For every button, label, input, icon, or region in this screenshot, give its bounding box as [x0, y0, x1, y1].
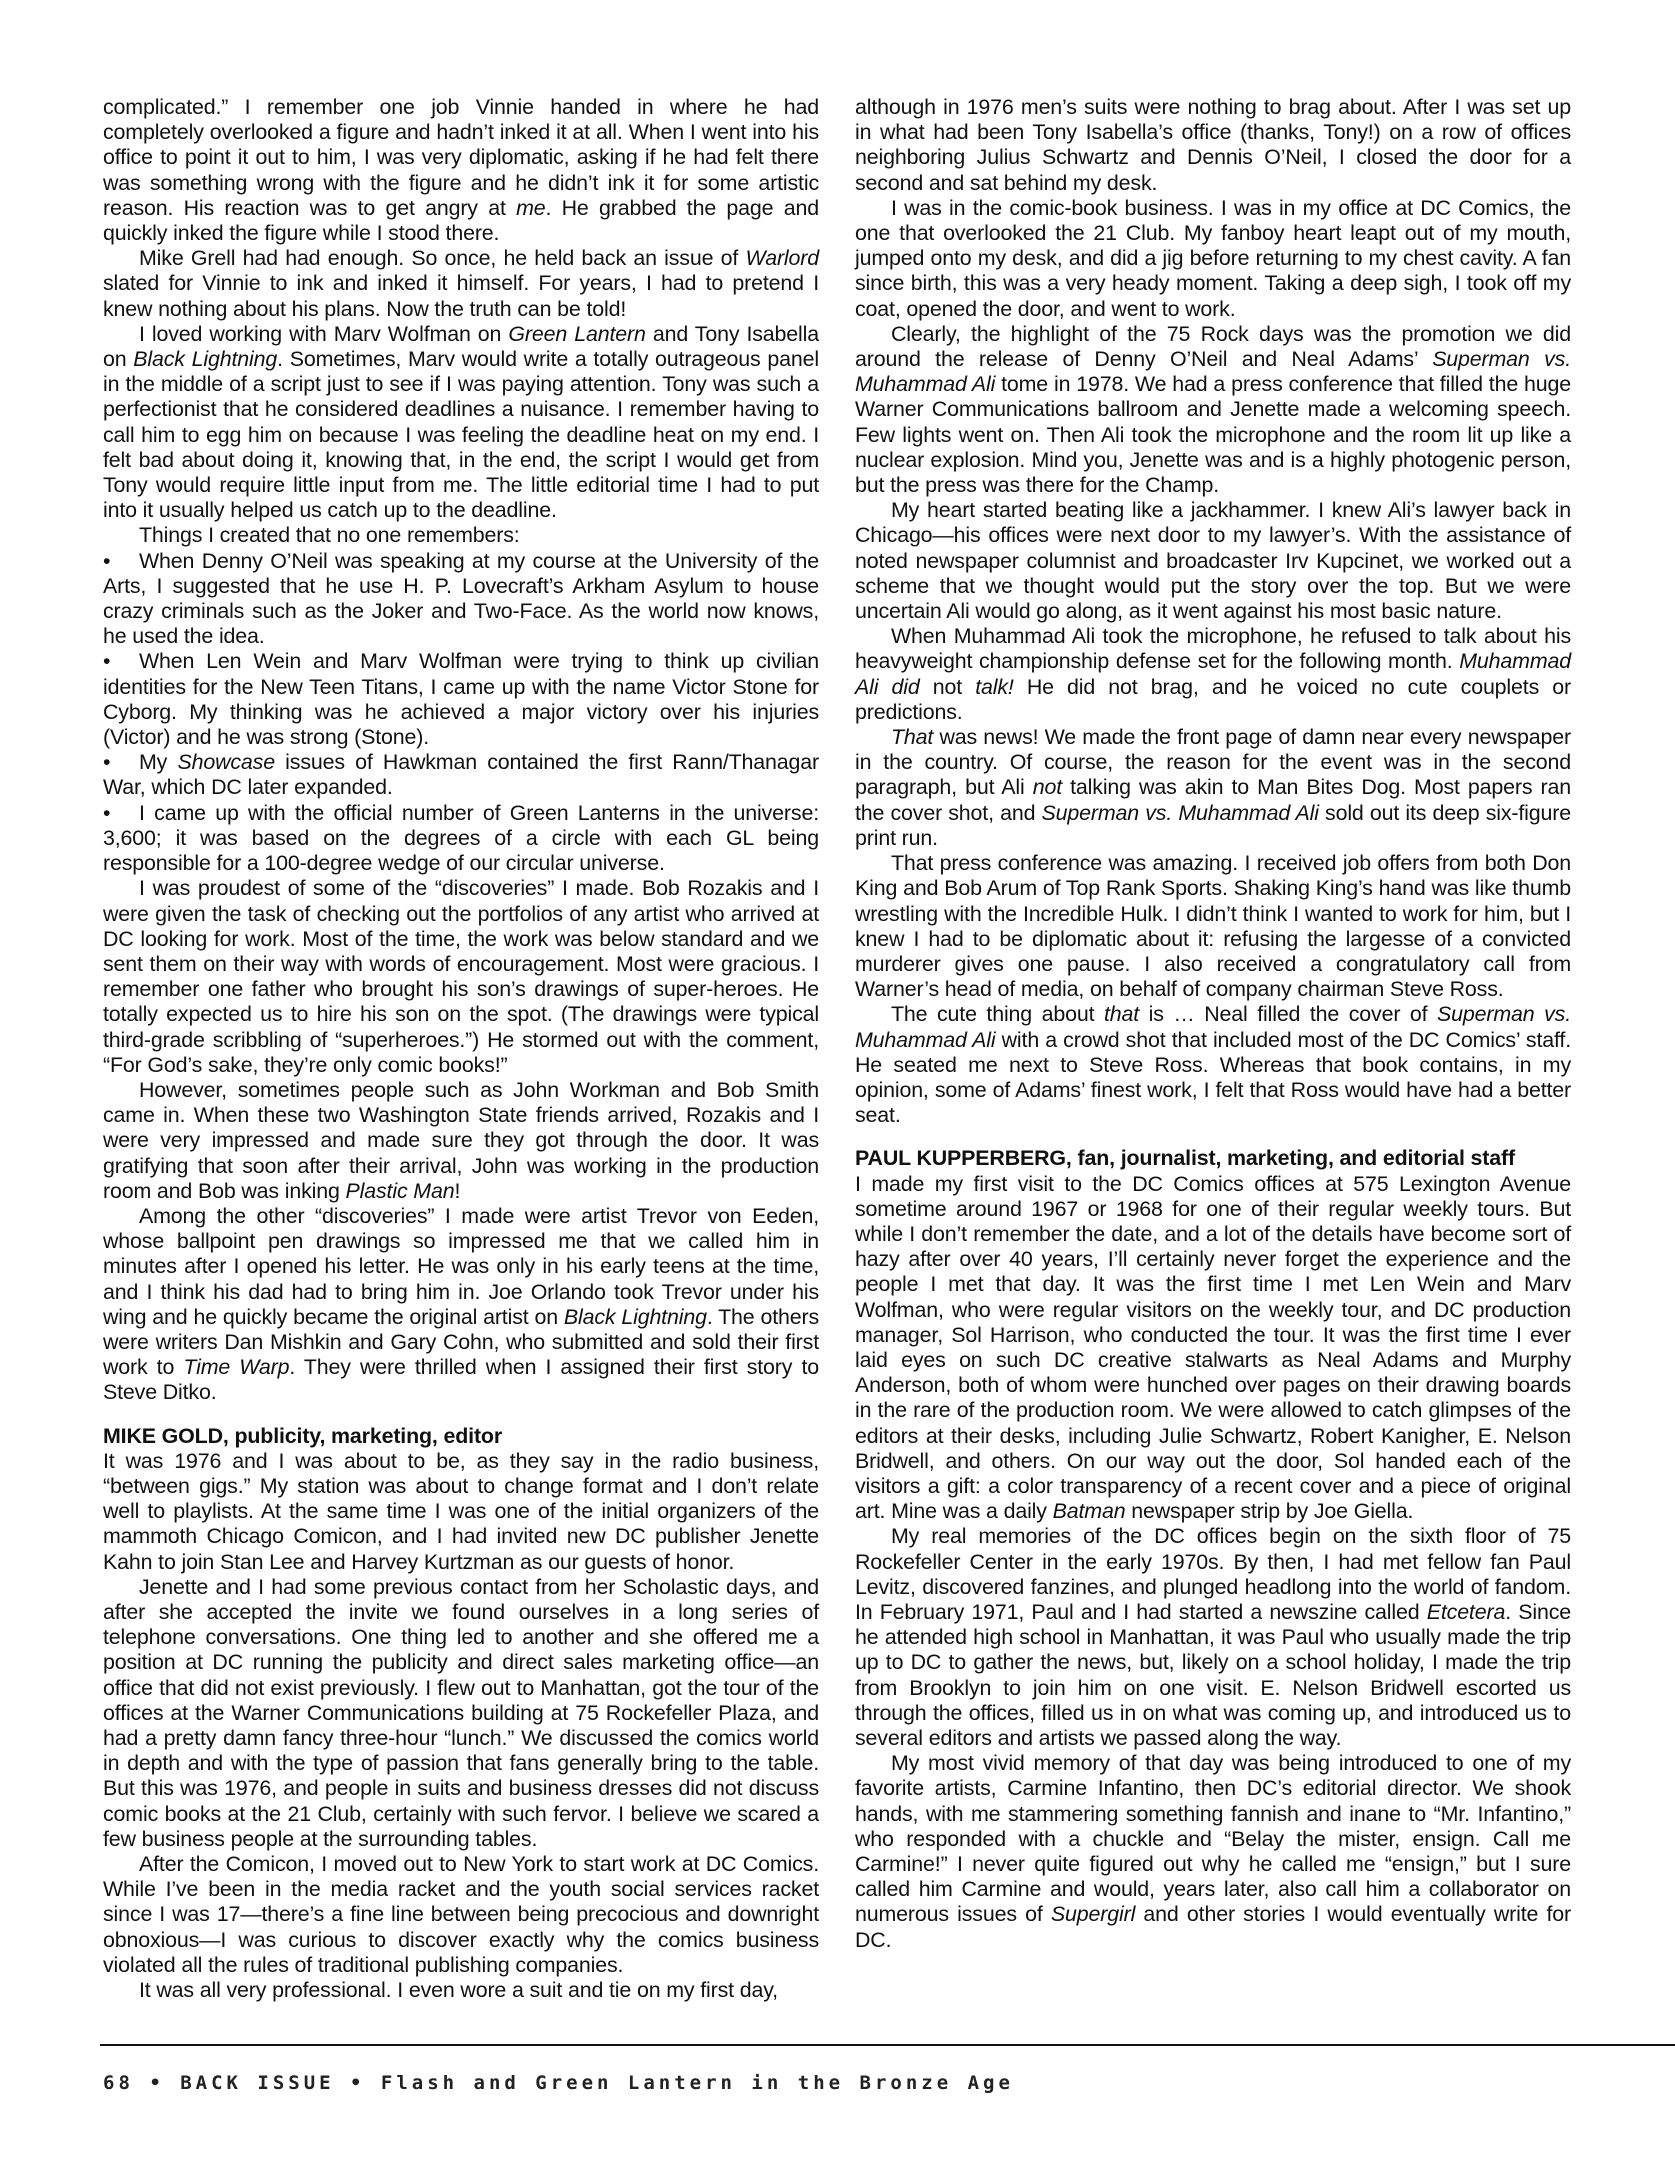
paragraph: When Muhammad Ali took the microphone, he refused to talk about his heavyweight championship defense set for the following month. Muhammad Ali did not talk! He did not brag, and he voiced no cute couplets or predictions.	[855, 624, 1571, 724]
paragraph: I made my first visit to the DC Comics offices at 575 Lexington Avenue sometime around 1967 or 1968 for one of their regular weekly tours. But while I don’t remember the date, and a lot of the details have become sort of hazy after over 40 years, I’ll certainly never forget the experience and the people I met that day. It was the first time I met Len Wein and Marv Wolfman, who were regular visitors on the weekly tour, and DC production manager, Sol Harrison, who conducted the tour. It was the first time I ever laid eyes on such DC creative stalwarts as Neal Adams and Murphy Anderson, both of whom were hunched over pages on their drawing boards in the rare of the production room. We were allowed to catch glimpses of the editors at their desks, including Julie Schwartz, Robert Kanigher, E. Nelson Bridwell, and others. On our way out the door, Sol handed each of the visitors a gift: a color transparency of a recent cover and a piece of original art. Mine was a daily Batman newspaper strip by Joe Giella.	[855, 1171, 1571, 1524]
section-heading-paul-kupperberg: PAUL KUPPERBERG, fan, journalist, marketing, and editorial staff	[855, 1146, 1515, 1171]
paragraph: Mike Grell had had enough. So once, he held back an issue of Warlord slated for Vinnie to ink and inked it himself. For years, I had to pretend I knew nothing about his plans. Now the truth can be told!	[103, 246, 819, 321]
left-column	[103, 95, 819, 2003]
bullet-mark: •	[103, 800, 111, 825]
paragraph: I loved working with Marv Wolfman on Green Lantern and Tony Isabella on Black Lightning. Sometimes, Marv would write a totally outrageous panel in the middle of a script just to see if I was paying attention. Tony was such a perfectionist that he considered deadlines a nuisance. I remember having to call him to egg him on because I was feeling the deadline heat on my end. I felt bad about doing it, knowing that, in the end, the script I would get from Tony would require little input from me. The little editorial time I had to put into it usually helped us catch up to the deadline.	[103, 321, 819, 523]
paragraph: The cute thing about that is … Neal filled the cover of Superman vs. Muhammad Ali with a crowd shot that included most of the DC Comics’ staff. He seated me next to Steve Ross. Whereas that book contains, in my opinion, some of Adams’ finest work, I felt that Ross would have had a better seat.	[855, 1002, 1571, 1128]
paragraph: I was in the comic-book business. I was in my office at DC Comics, the one that overlooked the 21 Club. My fanboy heart leapt out of my mouth, jumped onto my desk, and did a jig before returning to my chest cavity. A fan since birth, this was a very heady moment. Taking a deep sigh, I took off my coat, opened the door, and went to work.	[855, 195, 1571, 321]
bullet-item: • When Denny O’Neil was speaking at my course at the University of the Arts, I suggested that he use H. P. Lovecraft’s Arkham Asylum to house crazy criminals such as the Joker and Two-Face. As the world now knows, he used the idea.	[103, 548, 819, 649]
paragraph: However, sometimes people such as John Workman and Bob Smith came in. When these two Washington State friends arrived, Rozakis and I were very impressed and made sure they got through the door. It was gratifying that soon after their arrival, John was working in the production room and Bob was inking Plastic Man!	[103, 1077, 819, 1203]
bullet-item: • My Showcase issues of Hawkman contained the first Rann/Thanagar War, which DC later expanded.	[103, 750, 819, 800]
paragraph: It was all very professional. I even wore a suit and tie on my first day,	[139, 1978, 778, 2003]
paragraph: That was news! We made the front page of damn near every newspaper in the country. Of course, the reason for the event was in the second paragraph, but Ali not talking was akin to Man Bites Dog. Most papers ran the cover shot, and Superman vs. Muhammad Ali sold out its deep six-figure print run.	[855, 725, 1571, 850]
bullet-item: • I came up with the official number of Green Lanterns in the universe: 3,600; it was based on the degrees of a circle with each GL being responsible for a 100-degree wedge of our circular universe.	[103, 800, 819, 876]
paragraph: My real memories of the DC offices begin on the sixth floor of 75 Rockefeller Center in the early 1970s. By then, I had met fellow fan Paul Levitz, discovered fanzines, and plunged headlong into the world of fandom. In February 1971, Paul and I had started a newszine called Etcetera. Since he attended high school in Manhattan, it was Paul who usually made the trip up to DC to gather the news, but, likely on a school holiday, I made the trip from Brooklyn to join him on one visit. E. Nelson Bridwell escorted us through the offices, filled us in on what was coming up, and introduced us to several editors and artists we passed along the way.	[855, 1524, 1571, 1750]
paragraph: Among the other “discoveries” I made were artist Trevor von Eeden, whose ballpoint pen drawings so impressed me that we called him in minutes after I opened his letter. He was only in his early teens at the time, and I think his dad had to bring him in. Joe Orlando took Trevor under his wing and he quickly became the original artist on Black Lightning. The others were writers Dan Mishkin and Gary Cohn, who submitted and sold their first work to Time Warp. They were thrilled when I assigned their first story to Steve Ditko.	[103, 1203, 820, 1405]
paragraph: Jenette and I had some previous contact from her Scholastic days, and after she accepted the invite we found ourselves in a long series of telephone conversations. One thing led to another and she offered me a position at DC running the publicity and direct sales marketing office—an office that did not exist previously. I flew out to Manhattan, got the tour of the offices at the Warner Communications building at 75 Rockefeller Plaza, and had a pretty damn fancy three-hour “lunch.” We discussed the comics world in depth and with the type of passion that fans generally bring to the table. But this was 1976, and people in suits and business dresses did not discuss comic books at the 21 Club, certainly with such fervor. I believe we scared a few business people at the surrounding tables.	[103, 1574, 819, 1851]
bullet-item: • When Len Wein and Marv Wolfman were trying to think up civilian identities for the New Teen Titans, I came up with the name Victor Stone for Cyborg. My thinking was he achieved a major victory over his injuries (Victor) and he was strong (Stone).	[103, 649, 819, 750]
paragraph: My heart started beating like a jackhammer. I knew Ali’s lawyer back in Chicago—his offices were next door to my lawyer’s. With the assistance of noted newspaper columnist and broadcaster Irv Kupcinet, we worked out a scheme that we thought would put the story over the top. But we were uncertain Ali would go along, as it went against his most basic nature.	[855, 498, 1571, 624]
paragraph: Clearly, the highlight of the 75 Rock days was the promotion we did around the release of Denny O’Neil and Neal Adams’ Superman vs. Muhammad Ali tome in 1978. We had a press conference that filled the huge Warner Communications ballroom and Jenette made a welcoming speech. Few lights went on. Then Ali took the microphone and the room lit up like a nuclear explosion. Mind you, Jenette was and is a highly photogenic person, but the press was there for the Champ.	[855, 321, 1572, 498]
footer-rule	[100, 2044, 1675, 2046]
paragraph: After the Comicon, I moved out to New York to start work at DC Comics. While I’ve been in the media racket and the youth social services racket since I was 17—there’s a fine line between being precocious and downright obnoxious—I was curious to discover exactly why the comics business violated all the rules of traditional publishing companies.	[103, 1852, 819, 1977]
paragraph: It was 1976 and I was about to be, as they say in the radio business, “between gigs.” My station was about to change format and I don’t relate well to playlists. At the same time I was one of the initial organizers of the mammoth Chicago Comicon, and I had invited new DC publisher Jenette Kahn to join Stan Lee and Harvey Kurtzman as our guests of honor.	[103, 1448, 819, 1574]
section-heading-mike-gold: MIKE GOLD, publicity, marketing, editor	[103, 1423, 503, 1448]
paragraph: complicated.” I remember one job Vinnie handed in where he had completely overlooked a figure and hadn’t inked it at all. When I went into his office to point it out to him, I was very diplomatic, asking if he had felt there was something wrong with the figure and he didn’t ink it for some artistic reason. His reaction was to get angry at me. He grabbed the page and quickly inked the figure while I stood there.	[103, 95, 819, 246]
paragraph: although in 1976 men’s suits were nothing to brag about. After I was set up in what had been Tony Isabella’s office (thanks, Tony!) on a row of offices neighboring Julius Schwartz and Dennis O’Neil, I closed the door for a second and sat behind my desk.	[855, 95, 1571, 195]
page-folio: 68 • BACK ISSUE • Flash and Green Lantern in the Bronze Age	[103, 2072, 1014, 2094]
bullet-mark: •	[103, 750, 111, 775]
paragraph: I was proudest of some of the “discoveries” I made. Bob Rozakis and I were given the task of checking out the portfolios of any artist who arrived at DC looking for work. Most of the time, the work was below standard and we sent them on their way with words of encouragement. Most were gracious. I remember one father who brought his son’s drawings of super-heroes. He totally expected us to hire his son on the spot. (The drawings were typical third-grade scribbling of “superheroes.”) He stormed out with the comment, “For God’s sake, they’re only comic books!”	[103, 876, 819, 1077]
paragraph: That press conference was amazing. I received job offers from both Don King and Bob Arum of Top Rank Sports. Shaking King’s hand was like thumb wrestling with the Incredible Hulk. I didn’t think I wanted to work for him, but I knew I had to be diplomatic about it: refusing the largesse of a convicted murderer gives one pause. I also received a congratulatory call from Warner’s head of media, on behalf of company chairman Steve Ross.	[855, 851, 1571, 1002]
bullet-mark: •	[103, 649, 111, 674]
bullet-mark: •	[103, 548, 111, 573]
paragraph: Things I created that no one remembers:	[139, 523, 520, 548]
paragraph: My most vivid memory of that day was being introduced to one of my favorite artists, Carmine Infantino, then DC’s editorial director. We shook hands, with me stammering something fannish and inane to “Mr. Infantino,” who responded with a chuckle and “Belay the mister, ensign. Call me Carmine!” I never quite figured out why he called me “ensign,” but I sure called him Carmine and would, years later, also call him a collaborator on numerous issues of Supergirl and other stories I would eventually write for DC.	[855, 1751, 1571, 1952]
right-column	[855, 95, 1571, 1953]
